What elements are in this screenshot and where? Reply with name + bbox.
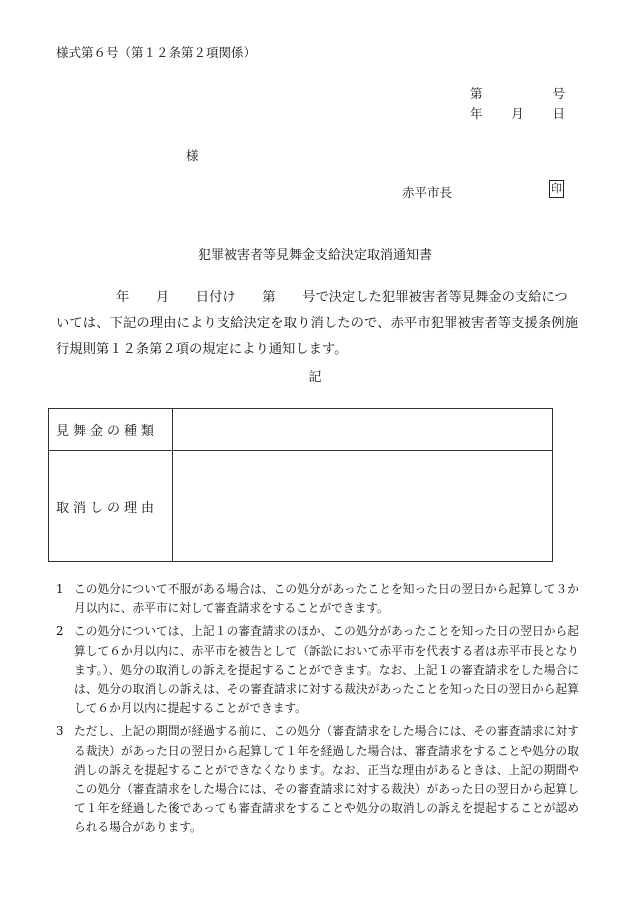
table-row: [49, 451, 553, 562]
value-cancel-reason[interactable]: [173, 451, 553, 562]
note-text: ただし、上記の期間が経過する前に、この処分（審査請求をした場合には、その審査請求に対する裁決）があった日の翌日から起算して１年を経過した場合は、審査請求をすることや処分の取消しの訴えを提起することができなくなります。なお、正当な理由があるときは、上記の期間やこの処分（審査請求をした場合には、その審査請求に対する裁決）があった日の翌日から起算して１年を経過した後であっても審査請求をすることや処分の取消しの訴えを提起することが認められる場合があります。: [74, 724, 579, 835]
notes-section: [56, 580, 579, 842]
note-number: 3: [56, 724, 64, 739]
body-paragraph: [56, 285, 578, 363]
form-number: 様式第６号（第１２条第２項関係）: [56, 45, 257, 60]
document-number-date: [470, 84, 565, 124]
body-rest: いては、下記の理由により支給決定を取り消したので、赤平市犯罪被害者等支援条例施行規則第１２条第２項の規定により通知します。: [56, 316, 578, 357]
label-mimaikin-type: 見舞金の種類: [49, 409, 173, 451]
date-year: 年: [470, 106, 483, 121]
date-day: 日: [552, 106, 565, 121]
note-text: この処分については、上記１の審査請求のほか、この処分があったことを知った日の翌日から起算して６か月以内に、赤平市を被告として（訴訟において赤平市を代表する者は赤平市長となります。）、処分の取消しの訴えを提起することができます。なお、上記１の審査請求をした場合には、処分の取消しの訴えは、その審査請求に対する裁決があったことを知った日の翌日から起算して６か月以内に提起することができます。: [74, 624, 579, 716]
addressee-suffix: 様: [186, 148, 199, 163]
list-item: [56, 722, 579, 837]
doc-number-label-go: 号: [552, 86, 565, 101]
issuer-title: 赤平市長: [402, 185, 453, 200]
value-mimaikin-type[interactable]: [173, 409, 553, 451]
doc-number-label-dai: 第: [470, 86, 483, 101]
note-number: 2: [56, 624, 64, 639]
table-row: [49, 409, 553, 451]
info-table: [48, 408, 553, 562]
document-title: 犯罪被害者等見舞金支給決定取消通知書: [197, 248, 432, 263]
list-item: [56, 580, 579, 618]
seal-stamp-icon: 印: [549, 180, 564, 198]
note-number: 1: [56, 582, 64, 596]
body-first-line: 年 月 日付け 第 号で決定した犯罪被害者等見舞金の支給につ: [116, 290, 568, 305]
ki-heading: 記: [308, 370, 322, 385]
list-item: [56, 622, 579, 718]
note-text: この処分について不服がある場合は、この処分があったことを知った日の翌日から起算して３か月以内に、赤平市に対して審査請求をすることができます。: [74, 582, 579, 616]
date-month: 月: [511, 106, 524, 121]
label-cancel-reason: 取消しの理由: [49, 451, 173, 562]
